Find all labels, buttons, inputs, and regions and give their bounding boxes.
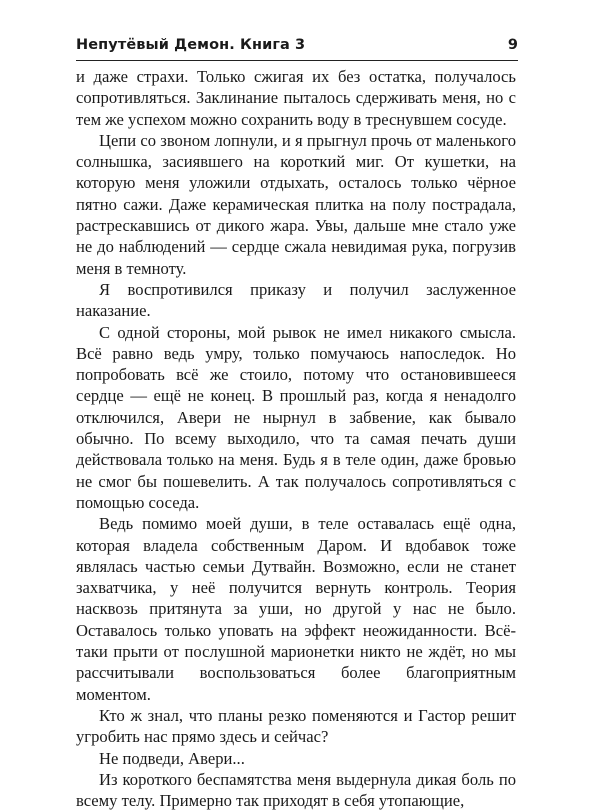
running-header [76, 36, 518, 61]
paragraph: Из короткого беспамятства меня выдернула дикая боль по всему телу. Примерно так приходят в себя утопающие, [76, 769, 516, 811]
paragraph: Я воспротивился приказу и получил заслуженное наказание. [76, 279, 516, 321]
paragraph: Не подведи, Авери... [99, 748, 245, 768]
page-body [76, 66, 516, 811]
paragraph: Ведь помимо моей души, в теле оставалась ещё одна, которая владела собственным Даром. И вдобавок тоже являлась частью семьи Дутвайн. Возможно, если не станет захватчика, у неё получится вернуть контроль. Теория насквозь притянута за уши, но другой у нас не было. Оставалось только уповать на эффект неожиданности. Всё-таки прыти от послушной марионетки никто не ждёт, но мы рассчитывали воспользоваться более благоприятным моментом. [76, 514, 516, 704]
paragraph: Кто ж знал, что планы резко поменяются и Гастор решит угробить нас прямо здесь и сейчас? [76, 705, 516, 747]
paragraph: и даже страхи. Только сжигая их без остатка, получалось сопротивляться. Заклинание пыталось сдерживать меня, но с тем же успехом можно сохранить воду в треснувшем сосуде. [76, 67, 516, 129]
page-number: 9 [507, 37, 518, 53]
book-title: Непутёвый Демон. Книга 3 [76, 37, 306, 53]
paragraph: Цепи со звоном лопнули, и я прыгнул прочь от маленького солнышка, засиявшего на короткий миг. От кушетки, на которую меня уложили отдыхать, осталось только чёрное пятно сажи. Даже керамическая плитка на полу пострадала, растрескавшись от дикого жара. Увы, дальше мне стало уже не до наблюдений — сердце сжала невидимая рука, погрузив меня в темноту. [76, 130, 516, 278]
paragraph: С одной стороны, мой рывок не имел никакого смысла. Всё равно ведь умру, только помучаюсь напоследок. Но попробовать всё же стоило, потому что остановившееся сердце — ещё не конец. В прошлый раз, когда я ненадолго отключился, Авери не нырнул в забвение, как бывало обычно. По всему выходило, что та самая печать души действовала только на меня. Будь я в теле один, даже бровью не смог бы пошевелить. А так получалось сопротивляться с помощью соседа. [76, 322, 516, 512]
